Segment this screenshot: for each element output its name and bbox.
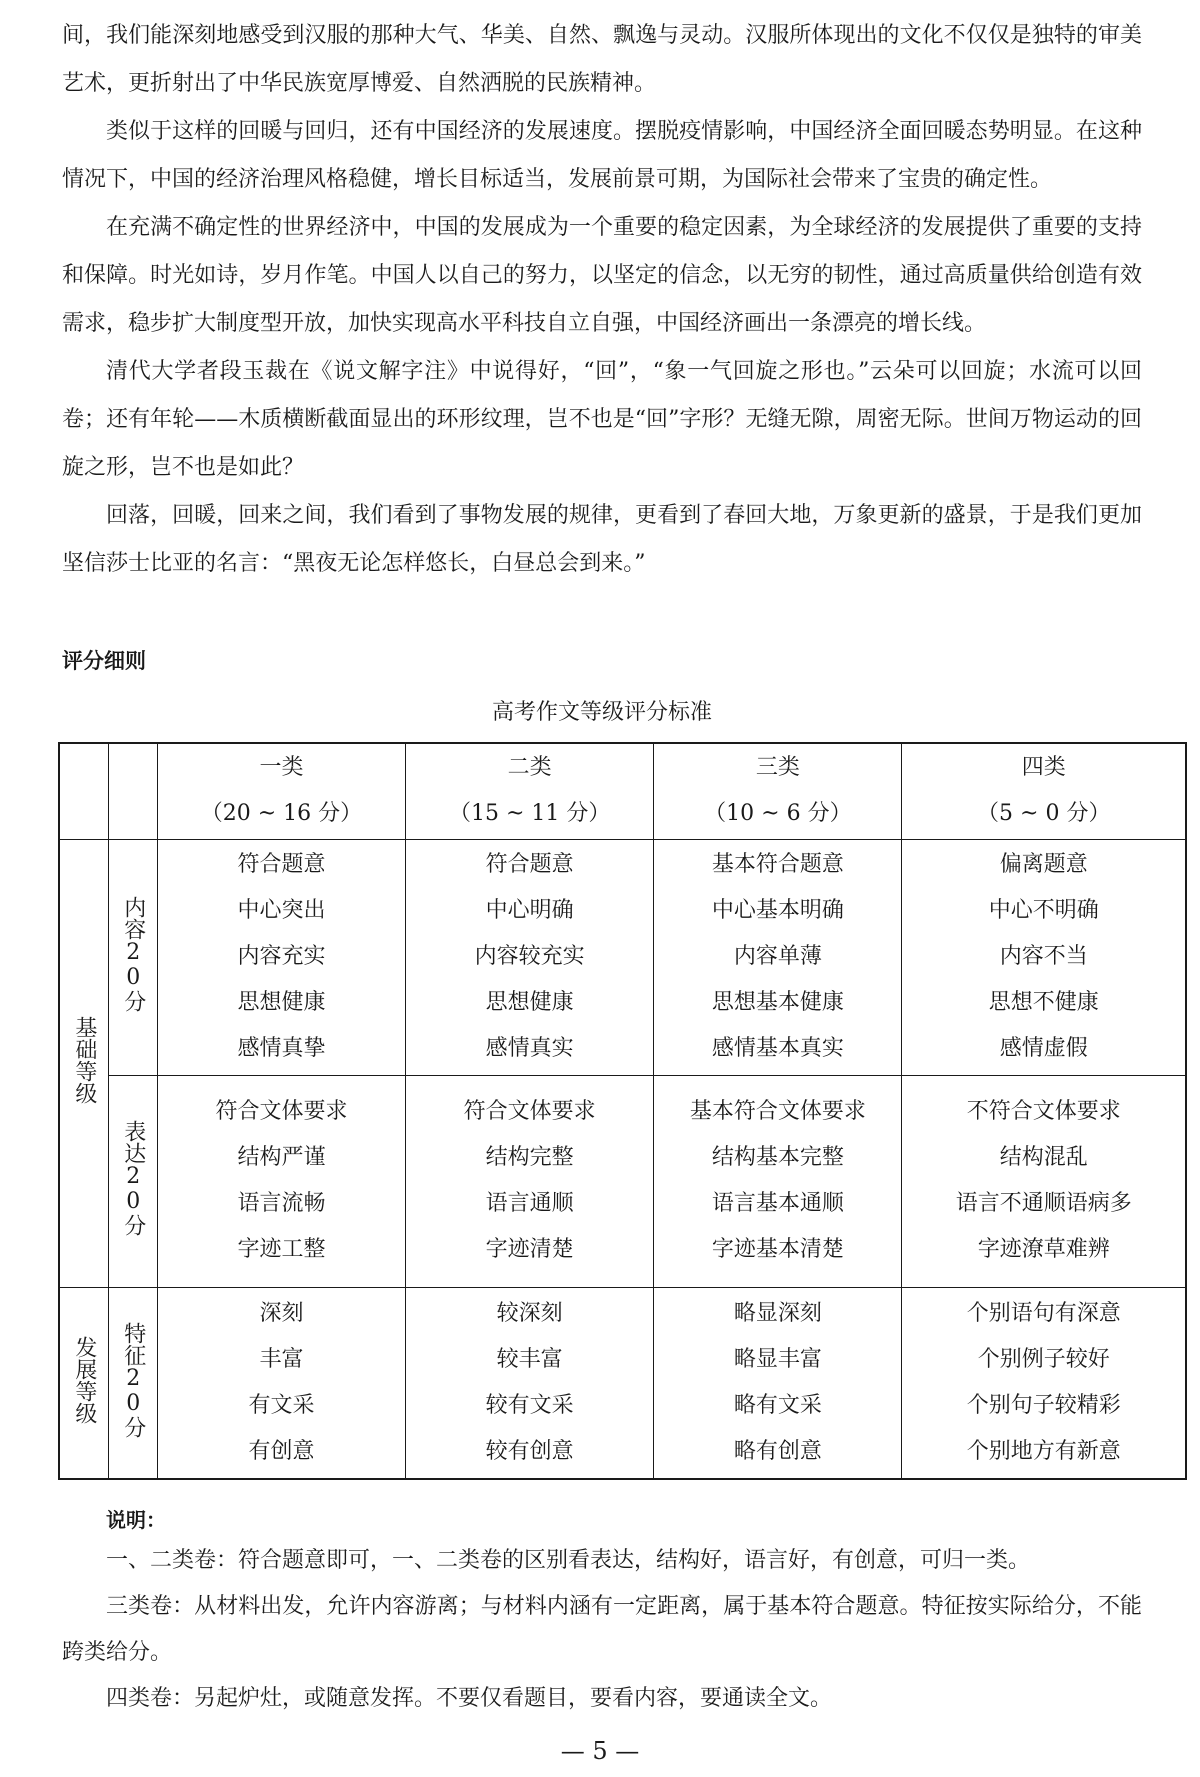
table-cell [902,839,1186,1075]
header-cell [902,743,1186,839]
cell-line: 较丰富 [496,1346,563,1372]
column-name: 四类 [1021,755,1066,781]
cell-line: 语言通顺 [485,1191,574,1216]
column-range: （10 ~ 6 分） [704,801,852,827]
cell-line: 字迹清楚 [485,1237,574,1262]
row-label: 特征20分 [120,1321,146,1438]
row-label-cell [108,1287,157,1479]
cell-line: 内容单薄 [733,944,822,969]
cell-line: 不符合文体要求 [966,1099,1121,1124]
cell-line: 中心突出 [237,898,326,923]
cell-line: 个别句子较精彩 [966,1392,1121,1418]
cell-line: 略显深刻 [733,1300,822,1326]
cell-line: 中心不明确 [988,898,1099,923]
cell-line: 较深刻 [496,1300,563,1326]
section-title: 评分细则 [62,649,146,673]
cell-line: 语言流畅 [237,1191,326,1216]
cell-line: 感情基本真实 [711,1036,844,1061]
group-label-cell [59,839,108,1287]
cell-line: 符合题意 [485,852,574,877]
table-cell [654,839,902,1075]
table-cell [406,839,654,1075]
group-label: 发展等级 [71,1335,97,1424]
table-cell [406,1075,654,1287]
cell-line: 略有创意 [733,1438,822,1464]
table-cell [406,1287,654,1479]
cell-line: 个别例子较好 [977,1346,1110,1372]
row-label: 表达20分 [120,1120,146,1236]
cell-line: 字迹工整 [237,1237,326,1262]
table-row-content [59,839,1186,1075]
table-cell [902,1075,1186,1287]
document-page [62,0,1142,1722]
cell-line: 较有创意 [485,1438,574,1464]
column-name: 三类 [755,755,800,781]
cell-line: 中心基本明确 [711,898,844,923]
cell-line: 思想不健康 [988,990,1099,1015]
header-cell [406,743,654,839]
row-label: 内容20分 [120,896,146,1012]
cell-line: 个别地方有新意 [966,1438,1121,1464]
cell-line: 略有文采 [733,1392,822,1418]
column-range: （20 ~ 16 分） [200,801,363,827]
cell-line: 较有文采 [485,1392,574,1418]
cell-line: 有文采 [248,1392,315,1418]
table-cell [654,1075,902,1287]
cell-line: 语言基本通顺 [711,1191,844,1216]
cell-line: 中心明确 [485,898,574,923]
cell-line: 字迹基本清楚 [711,1237,844,1262]
header-empty-cell [108,743,157,839]
cell-line: 符合题意 [237,852,326,877]
paragraph: 间，我们能深刻地感受到汉服的那种大气、华美、自然、飘逸与灵动。汉服所体现出的文化不仅仅是独特的审美艺术，更折射出了中华民族宽厚博爱、自然洒脱的民族精神。 [62,23,1142,96]
scoring-table [58,742,1187,1480]
cell-line: 内容不当 [999,944,1088,969]
page-number: — 5 — [560,1737,640,1765]
cell-line: 思想健康 [237,990,326,1015]
header-empty-cell [59,743,108,839]
table-cell [902,1287,1186,1479]
cell-line: 思想基本健康 [711,990,844,1015]
notes-title: 说明： [106,1508,166,1532]
group-label-cell [59,1287,108,1479]
header-cell [157,743,405,839]
table-cell [654,1287,902,1479]
cell-line: 结构严谨 [237,1145,326,1170]
cell-line: 字迹潦草难辨 [977,1237,1110,1262]
cell-line: 内容充实 [237,944,326,969]
cell-line: 思想健康 [485,990,574,1015]
note: 四类卷：另起炉灶，或随意发挥。不要仅看题目，要看内容，要通读全文。 [106,1686,833,1711]
cell-line: 丰富 [259,1346,304,1372]
column-range: （5 ~ 0 分） [977,801,1111,827]
cell-line: 略显丰富 [733,1346,822,1372]
cell-line: 基本符合题意 [711,852,844,877]
group-label: 基础等级 [71,1016,97,1104]
note: 三类卷：从材料出发，允许内容游离；与材料内涵有一定距离，属于基本符合题意。特征按实际给分，不能跨类给分。 [62,1594,1142,1665]
cell-line: 语言不通顺语病多 [955,1191,1132,1216]
cell-line: 结构完整 [485,1145,574,1170]
table-cell [157,1287,405,1479]
table-row-expression [59,1075,1186,1287]
cell-line: 感情真实 [485,1036,574,1061]
cell-line: 内容较充实 [474,944,585,969]
cell-line: 个别语句有深意 [966,1300,1121,1326]
cell-line: 符合文体要求 [463,1099,596,1124]
row-label-cell [108,1075,157,1287]
table-title: 高考作文等级评分标准 [491,700,712,725]
column-range: （15 ~ 11 分） [448,801,611,827]
note: 一、二类卷：符合题意即可，一、二类卷的区别看表达，结构好，语言好，有创意，可归一类。 [106,1548,1031,1573]
cell-line: 基本符合文体要求 [689,1099,866,1124]
table-cell [157,839,405,1075]
cell-line: 符合文体要求 [215,1099,348,1124]
paragraph: 类似于这样的回暖与回归，还有中国经济的发展速度。摆脱疫情影响，中国经济全面回暖态势明显。在这种情况下，中国的经济治理风格稳健，增长目标适当，发展前景可期，为国际社会带来了宝贵的确定性。 [62,119,1142,192]
cell-line: 深刻 [259,1300,304,1326]
cell-line: 感情虚假 [999,1036,1088,1061]
cell-line: 感情真挚 [237,1036,326,1061]
cell-line: 结构混乱 [999,1145,1088,1170]
cell-line: 偏离题意 [999,852,1088,877]
table-cell [157,1075,405,1287]
cell-line: 结构基本完整 [711,1145,844,1170]
table-header-row [59,743,1186,839]
column-name: 二类 [507,755,552,781]
cell-line: 有创意 [248,1438,315,1464]
header-cell [654,743,902,839]
row-label-cell [108,839,157,1075]
table-row-feature [59,1287,1186,1479]
paragraph: 回落，回暖，回来之间，我们看到了事物发展的规律，更看到了春回大地，万象更新的盛景，于是我们更加坚信莎士比亚的名言：“黑夜无论怎样悠长，白昼总会到来。” [62,503,1142,576]
paragraph: 清代大学者段玉裁在《说文解字注》中说得好，“回”，“象一气回旋之形也。”云朵可以回旋；水流可以回卷；还有年轮——木质横断截面显出的环形纹理，岂不也是“回”字形？无缝无隙，周密无际。世间万物运动的回旋之形，岂不也是如此？ [62,359,1142,480]
paragraph: 在充满不确定性的世界经济中，中国的发展成为一个重要的稳定因素，为全球经济的发展提供了重要的支持和保障。时光如诗，岁月作笔。中国人以自己的努力，以坚定的信念，以无穷的韧性，通过高质量供给创造有效需求，稳步扩大制度型开放，加快实现高水平科技自立自强，中国经济画出一条漂亮的增长线。 [62,215,1142,336]
column-name: 一类 [259,755,304,781]
